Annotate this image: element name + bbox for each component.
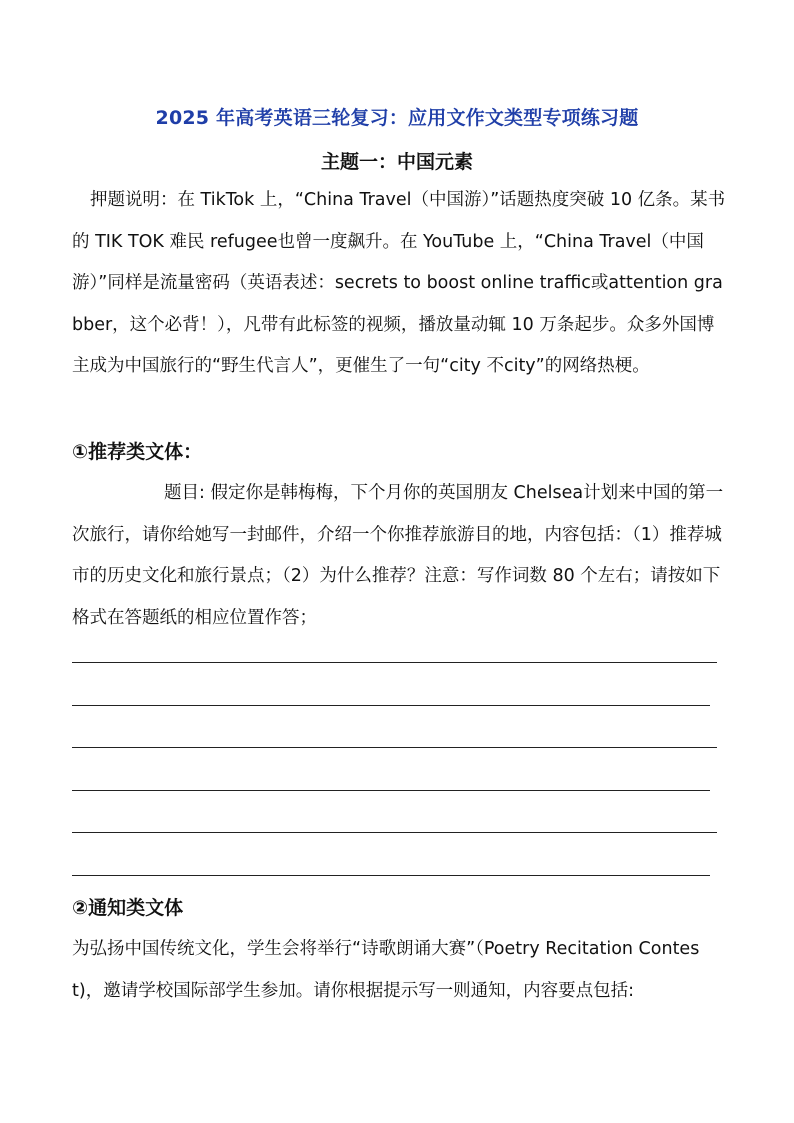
- answer-line[interactable]: [72, 662, 717, 663]
- theme-title: 主题一：中国元素: [320, 151, 473, 173]
- document-title: 2025 年高考英语三轮复习：应用文作文类型专项练习题: [155, 107, 639, 129]
- answer-line[interactable]: [72, 832, 717, 833]
- section-heading-recommendation: ①推荐类文体：: [72, 441, 203, 463]
- answer-line[interactable]: [72, 875, 710, 876]
- answer-line[interactable]: [72, 705, 710, 706]
- notice-prompt: 为弘扬中国传统文化，学生会将举行“诗歌朗诵大赛”（Poetry Recitation Contest)，邀请学校国际部学生参加。请你根据提示写一则通知，内容要点包括:: [72, 939, 700, 1001]
- recommendation-prompt: 题目: 假定你是韩梅梅，下个月你的英国朋友 Chelsea计划来中国的第一次旅行，请你给她写一封邮件，介绍一个你推荐旅游目的地，内容包括：（1）推荐城市的历史文化和旅行景点；（2）为什么推荐？注意：写作词数 80 个左右；请按如下格式在答题纸的相应位置作答；: [72, 483, 724, 628]
- section-heading-notice: ②通知类文体: [72, 897, 184, 919]
- intro-paragraph: 押题说明：在 TikTok 上，“China Travel（中国游）”话题热度突破 10 亿条。某书的 TIK TOK 难民 refugee也曾一度飙升。在 YouTube 上，“China Travel（中国游）”同样是流量密码（英语表述：secrets to boost online traffic或attention grabber，这个必背！），凡带有此标签的视频，播放量动辄 10 万条起步。众多外国博主成为中国旅行的“野生代言人”，更催生了一句“city 不city”的网络热梗。: [72, 190, 726, 376]
- answer-lines: [72, 662, 722, 917]
- answer-line[interactable]: [72, 790, 710, 791]
- answer-line[interactable]: [72, 747, 717, 748]
